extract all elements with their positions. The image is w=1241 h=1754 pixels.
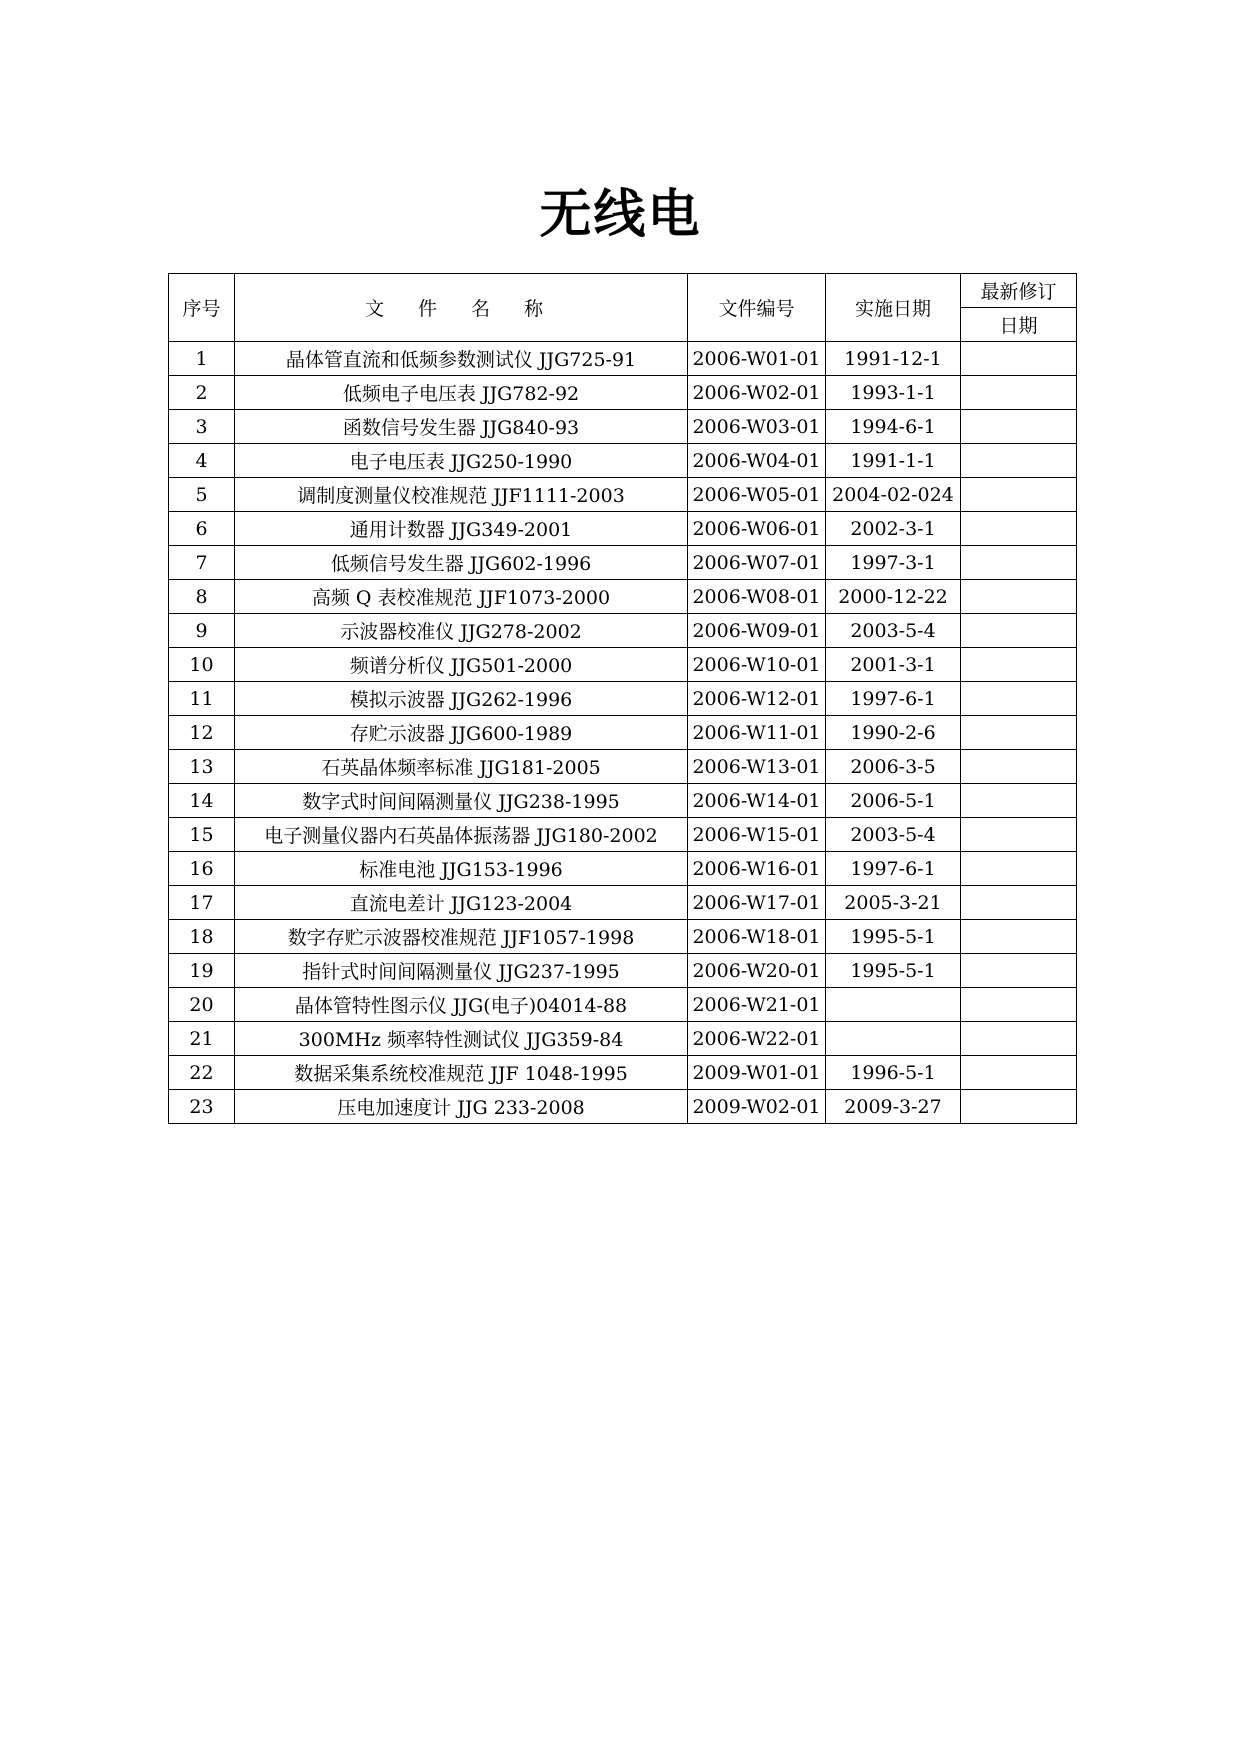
cell-revision [961,580,1077,614]
table-row [169,342,1077,376]
cell-seq: 7 [169,546,235,580]
cell-seq: 15 [169,818,235,852]
cell-date: 2005-3-21 [826,886,961,920]
cell-date: 2009-3-27 [826,1090,961,1124]
cell-number: 2006-W10-01 [688,648,826,682]
cell-name: 晶体管特性图示仪 JJG(电子)04014-88 [235,988,688,1022]
cell-date: 2000-12-22 [826,580,961,614]
cell-revision [961,1022,1077,1056]
cell-revision [961,682,1077,716]
cell-number: 2009-W02-01 [688,1090,826,1124]
header-name: 文 件 名 称 [235,274,688,342]
header-revision-bottom: 日期 [961,308,1077,342]
cell-date: 1995-5-1 [826,920,961,954]
table-row [169,818,1077,852]
cell-revision [961,818,1077,852]
cell-seq: 2 [169,376,235,410]
cell-date: 2004-02-024 [826,478,961,512]
cell-date: 1991-1-1 [826,444,961,478]
table-row [169,546,1077,580]
cell-number: 2009-W01-01 [688,1056,826,1090]
cell-number: 2006-W08-01 [688,580,826,614]
cell-number: 2006-W03-01 [688,410,826,444]
cell-date: 1997-6-1 [826,852,961,886]
table-row [169,852,1077,886]
cell-name: 电子测量仪器内石英晶体振荡器 JJG180-2002 [235,818,688,852]
cell-name: 石英晶体频率标准 JJG181-2005 [235,750,688,784]
cell-number: 2006-W17-01 [688,886,826,920]
page-title: 无线电 [539,185,702,245]
cell-name: 低频电子电压表 JJG782-92 [235,376,688,410]
cell-revision [961,750,1077,784]
cell-number: 2006-W02-01 [688,376,826,410]
cell-seq: 19 [169,954,235,988]
cell-number: 2006-W04-01 [688,444,826,478]
cell-seq: 23 [169,1090,235,1124]
cell-number: 2006-W12-01 [688,682,826,716]
cell-number: 2006-W21-01 [688,988,826,1022]
cell-revision [961,954,1077,988]
cell-name: 数字式时间间隔测量仪 JJG238-1995 [235,784,688,818]
cell-name: 晶体管直流和低频参数测试仪 JJG725-91 [235,342,688,376]
header-date: 实施日期 [826,274,961,342]
cell-revision [961,648,1077,682]
cell-revision [961,784,1077,818]
cell-date: 1996-5-1 [826,1056,961,1090]
cell-number: 2006-W22-01 [688,1022,826,1056]
cell-revision [961,1056,1077,1090]
table-row [169,784,1077,818]
cell-seq: 16 [169,852,235,886]
cell-number: 2006-W11-01 [688,716,826,750]
cell-seq: 21 [169,1022,235,1056]
cell-name: 指针式时间间隔测量仪 JJG237-1995 [235,954,688,988]
cell-revision [961,376,1077,410]
cell-seq: 5 [169,478,235,512]
cell-revision [961,920,1077,954]
cell-name: 直流电差计 JJG123-2004 [235,886,688,920]
cell-seq: 6 [169,512,235,546]
header-seq: 序号 [169,274,235,342]
cell-seq: 18 [169,920,235,954]
cell-name: 高频 Q 表校准规范 JJF1073-2000 [235,580,688,614]
cell-revision [961,512,1077,546]
cell-date: 1994-6-1 [826,410,961,444]
cell-date: 2006-5-1 [826,784,961,818]
cell-seq: 22 [169,1056,235,1090]
table-row [169,920,1077,954]
table-row [169,954,1077,988]
cell-seq: 12 [169,716,235,750]
cell-name: 频谱分析仪 JJG501-2000 [235,648,688,682]
cell-date: 2006-3-5 [826,750,961,784]
cell-name: 300MHz 频率特性测试仪 JJG359-84 [235,1022,688,1056]
table-row [169,716,1077,750]
table-row [169,1090,1077,1124]
table-row [169,682,1077,716]
cell-name: 调制度测量仪校准规范 JJF1111-2003 [235,478,688,512]
table-row [169,580,1077,614]
cell-revision [961,444,1077,478]
cell-revision [961,852,1077,886]
cell-seq: 13 [169,750,235,784]
table-row [169,1022,1077,1056]
cell-number: 2006-W13-01 [688,750,826,784]
cell-name: 低频信号发生器 JJG602-1996 [235,546,688,580]
cell-name: 通用计数器 JJG349-2001 [235,512,688,546]
table-body [169,342,1077,1124]
cell-date: 2002-3-1 [826,512,961,546]
cell-revision [961,988,1077,1022]
header-number: 文件编号 [688,274,826,342]
cell-date [826,1022,961,1056]
cell-number: 2006-W05-01 [688,478,826,512]
cell-name: 压电加速度计 JJG 233-2008 [235,1090,688,1124]
table-row [169,886,1077,920]
table-row [169,750,1077,784]
cell-date: 1997-3-1 [826,546,961,580]
cell-revision [961,546,1077,580]
table-row [169,614,1077,648]
cell-date: 1995-5-1 [826,954,961,988]
cell-seq: 20 [169,988,235,1022]
table-row [169,988,1077,1022]
cell-date: 1991-12-1 [826,342,961,376]
cell-revision [961,614,1077,648]
cell-number: 2006-W15-01 [688,818,826,852]
cell-name: 存贮示波器 JJG600-1989 [235,716,688,750]
cell-number: 2006-W07-01 [688,546,826,580]
table-row [169,478,1077,512]
document-table [168,273,1077,1124]
cell-name: 数字存贮示波器校准规范 JJF1057-1998 [235,920,688,954]
cell-date [826,988,961,1022]
cell-seq: 10 [169,648,235,682]
cell-number: 2006-W20-01 [688,954,826,988]
table-row [169,444,1077,478]
cell-number: 2006-W16-01 [688,852,826,886]
cell-seq: 8 [169,580,235,614]
cell-date: 2003-5-4 [826,818,961,852]
cell-seq: 4 [169,444,235,478]
cell-date: 1997-6-1 [826,682,961,716]
table-row [169,376,1077,410]
cell-revision [961,1090,1077,1124]
table-row [169,512,1077,546]
cell-number: 2006-W09-01 [688,614,826,648]
cell-revision [961,716,1077,750]
cell-date: 1993-1-1 [826,376,961,410]
cell-seq: 14 [169,784,235,818]
cell-revision [961,410,1077,444]
cell-number: 2006-W01-01 [688,342,826,376]
cell-name: 标准电池 JJG153-1996 [235,852,688,886]
cell-seq: 1 [169,342,235,376]
cell-name: 电子电压表 JJG250-1990 [235,444,688,478]
cell-seq: 9 [169,614,235,648]
cell-number: 2006-W18-01 [688,920,826,954]
cell-name: 模拟示波器 JJG262-1996 [235,682,688,716]
header-revision-top: 最新修订 [961,274,1077,308]
table-row [169,648,1077,682]
cell-name: 示波器校准仪 JJG278-2002 [235,614,688,648]
table-row [169,410,1077,444]
cell-name: 函数信号发生器 JJG840-93 [235,410,688,444]
cell-revision [961,342,1077,376]
cell-date: 2001-3-1 [826,648,961,682]
cell-date: 2003-5-4 [826,614,961,648]
cell-date: 1990-2-6 [826,716,961,750]
cell-revision [961,886,1077,920]
table-row [169,1056,1077,1090]
cell-number: 2006-W06-01 [688,512,826,546]
cell-seq: 3 [169,410,235,444]
cell-seq: 17 [169,886,235,920]
cell-seq: 11 [169,682,235,716]
table-header-row [169,274,1077,308]
cell-revision [961,478,1077,512]
cell-name: 数据采集系统校准规范 JJF 1048-1995 [235,1056,688,1090]
cell-number: 2006-W14-01 [688,784,826,818]
